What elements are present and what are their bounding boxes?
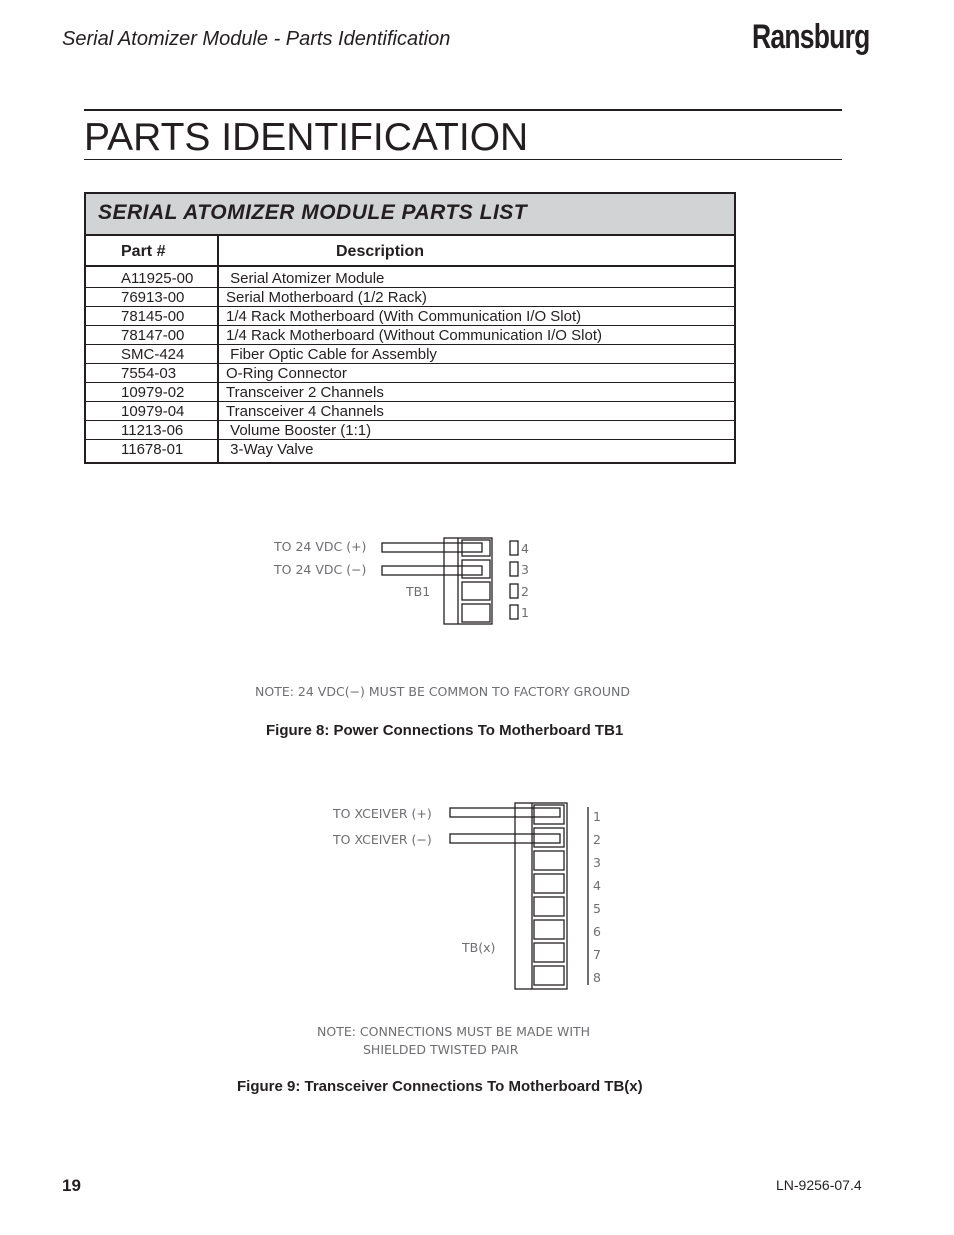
part-number: 11213-06 bbox=[121, 422, 184, 439]
part-description: Serial Atomizer Module bbox=[226, 270, 385, 287]
heading-top-rule bbox=[84, 109, 842, 111]
part-description: Serial Motherboard (1/2 Rack) bbox=[226, 289, 427, 306]
part-number: A11925-00 bbox=[121, 270, 194, 287]
heading-bottom-rule bbox=[84, 159, 842, 160]
figure8-caption: Figure 8: Power Connections To Motherboard TB1 bbox=[266, 722, 624, 739]
page-heading: PARTS IDENTIFICATION bbox=[84, 116, 529, 159]
fig8-block-label: TB1 bbox=[406, 584, 431, 599]
table-row bbox=[86, 326, 734, 345]
fig8-terminal-label: 1 bbox=[521, 605, 529, 620]
figure8-diagram bbox=[240, 500, 680, 710]
part-number: SMC-424 bbox=[121, 346, 185, 363]
fig9-terminal-label: 3 bbox=[593, 855, 601, 870]
part-description: Volume Booster (1:1) bbox=[226, 422, 372, 439]
document-number: LN-9256-07.4 bbox=[776, 1177, 862, 1193]
fig8-wire-minus-label: TO 24 VDC (−) bbox=[274, 562, 367, 577]
fig9-terminal-label: 2 bbox=[593, 832, 601, 847]
part-description: Fiber Optic Cable for Assembly bbox=[226, 346, 437, 363]
table-row bbox=[86, 269, 734, 288]
table-row bbox=[86, 383, 734, 402]
fig9-wire-minus-label: TO XCEIVER (−) bbox=[333, 832, 432, 847]
table-row bbox=[86, 421, 734, 440]
part-number: 78145-00 bbox=[121, 308, 185, 325]
fig9-note-line1: NOTE: CONNECTIONS MUST BE MADE WITH bbox=[317, 1024, 591, 1039]
part-description: 1/4 Rack Motherboard (With Communication I/O Slot) bbox=[226, 308, 582, 325]
wire-plus bbox=[450, 808, 560, 817]
tb1-block bbox=[444, 538, 492, 624]
table-title: SERIAL ATOMIZER MODULE PARTS LIST bbox=[98, 201, 528, 224]
part-description: 3-Way Valve bbox=[226, 441, 314, 458]
wire-minus bbox=[382, 566, 482, 575]
fig9-terminal-label: 4 bbox=[593, 878, 601, 893]
fig9-wire-plus-label: TO XCEIVER (+) bbox=[333, 806, 432, 821]
column-header-row bbox=[86, 236, 734, 267]
fig9-terminal-label: 5 bbox=[593, 901, 601, 916]
part-number: 76913-00 bbox=[121, 289, 185, 306]
fig8-terminal-label: 4 bbox=[521, 541, 529, 556]
part-description: Transceiver 4 Channels bbox=[226, 403, 384, 420]
column-header-description: Description bbox=[336, 243, 425, 260]
fig9-terminal-label: 7 bbox=[593, 947, 601, 962]
part-description: Transceiver 2 Channels bbox=[226, 384, 384, 401]
part-number: 11678-01 bbox=[121, 441, 184, 458]
part-number: 10979-04 bbox=[121, 403, 185, 420]
parts-table bbox=[84, 192, 736, 464]
fig9-terminal-label: 6 bbox=[593, 924, 601, 939]
table-row bbox=[86, 345, 734, 364]
tbx-block bbox=[515, 803, 567, 989]
fig8-terminal-label: 2 bbox=[521, 584, 529, 599]
wire-minus bbox=[450, 834, 560, 843]
part-number: 10979-02 bbox=[121, 384, 185, 401]
table-title-band bbox=[86, 194, 734, 236]
part-description: O-Ring Connector bbox=[226, 365, 347, 382]
page-number: 19 bbox=[62, 1176, 81, 1195]
table-row bbox=[86, 364, 734, 383]
part-number: 78147-00 bbox=[121, 327, 185, 344]
fig9-note-line2: SHIELDED TWISTED PAIR bbox=[363, 1042, 519, 1057]
fig9-block-label: TB(x) bbox=[462, 940, 496, 955]
table-row bbox=[86, 307, 734, 326]
fig8-terminal-label: 3 bbox=[521, 562, 529, 577]
table-row bbox=[86, 440, 734, 459]
fig8-note: NOTE: 24 VDC(−) MUST BE COMMON TO FACTORY GROUND bbox=[255, 684, 630, 699]
figure9-caption: Figure 9: Transceiver Connections To Motherboard TB(x) bbox=[237, 1078, 643, 1095]
fig9-terminal-label: 8 bbox=[593, 970, 601, 985]
brand-logo: Ransburg bbox=[752, 18, 870, 56]
wire-plus bbox=[382, 543, 482, 552]
fig9-terminal-label: 1 bbox=[593, 809, 601, 824]
fig8-wire-plus-label: TO 24 VDC (+) bbox=[274, 539, 367, 554]
part-description: 1/4 Rack Motherboard (Without Communication I/O Slot) bbox=[226, 327, 602, 344]
header-title: Serial Atomizer Module - Parts Identification bbox=[62, 28, 451, 50]
figure9-diagram bbox=[300, 795, 660, 1060]
part-number: 7554-03 bbox=[121, 365, 177, 382]
table-row bbox=[86, 402, 734, 421]
column-header-part: Part # bbox=[121, 243, 166, 260]
table-row bbox=[86, 288, 734, 307]
